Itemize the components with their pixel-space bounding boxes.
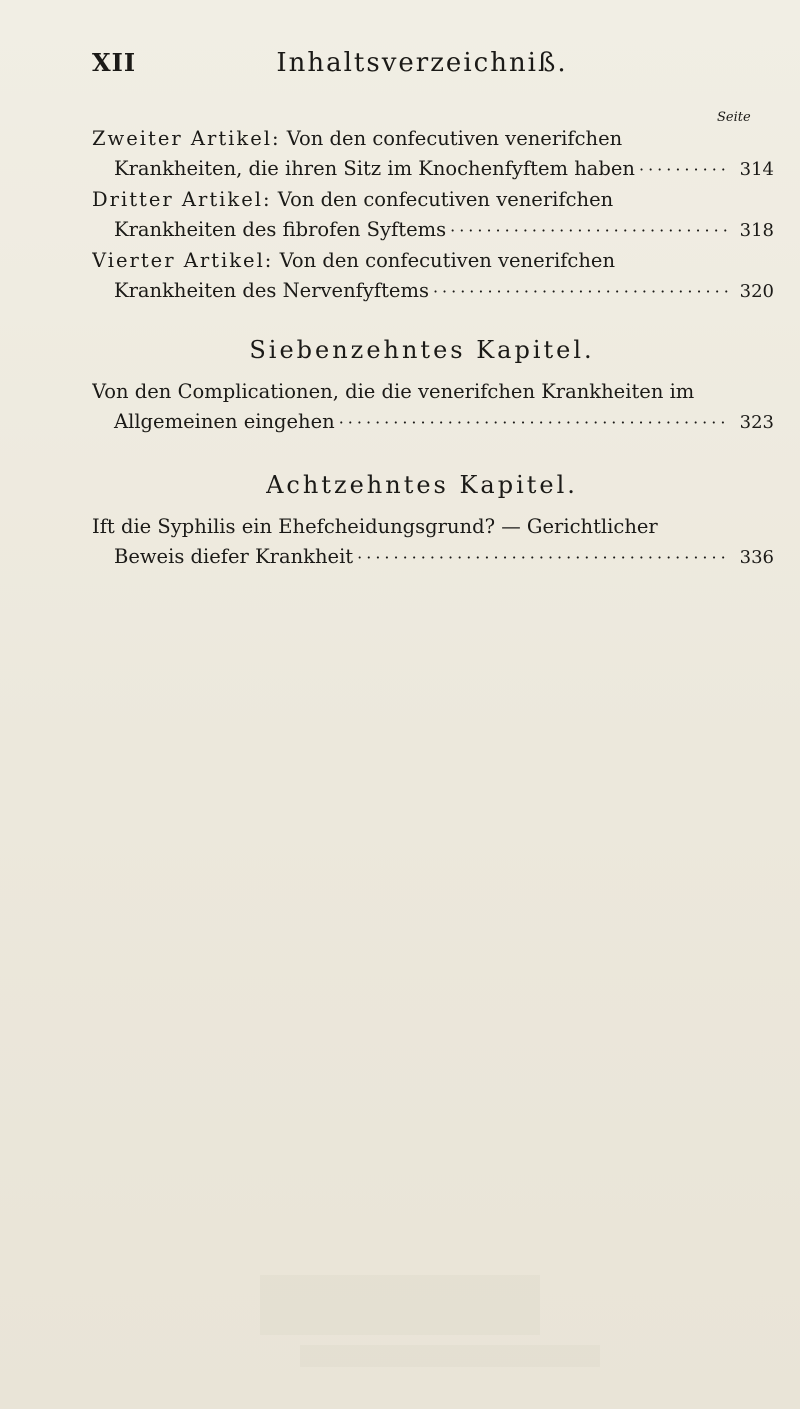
toc-entry-leader-line bbox=[92, 276, 774, 307]
entry-text: Von den confecutiven venerifchen bbox=[277, 188, 614, 211]
toc-entry-leader-line bbox=[92, 215, 774, 246]
seite-column-label: Seite bbox=[717, 110, 751, 125]
entry-text: Von den Complicationen, die die venerifchen Krankheiten im bbox=[92, 380, 695, 403]
entry-lead: Dritter Artikel: bbox=[92, 188, 272, 211]
dot-leader bbox=[339, 408, 728, 438]
toc-entry-zweiter-artikel bbox=[92, 124, 774, 185]
dot-leader bbox=[639, 155, 728, 185]
entry-text-continued: Krankheiten des Nervenfyftems bbox=[114, 279, 429, 302]
show-through-band bbox=[300, 1345, 600, 1367]
entry-text-continued: Krankheiten des fibrofen Syftems bbox=[114, 218, 447, 241]
entry-lead: Zweiter Artikel: bbox=[92, 127, 281, 150]
toc-entry-vierter-artikel bbox=[92, 246, 774, 307]
toc-content bbox=[92, 124, 774, 573]
toc-entry-chapter-18 bbox=[92, 512, 774, 573]
entry-text: Ift die Syphilis ein Ehefcheidungsgrund? — Gerichtlicher bbox=[92, 515, 658, 538]
entry-text: Von den confecutiven venerifchen bbox=[286, 127, 623, 150]
dot-leader bbox=[357, 543, 728, 573]
entry-text-continued: Beweis diefer Krankheit bbox=[114, 545, 354, 568]
running-title: Inhaltsverzeichniß. bbox=[276, 48, 568, 78]
page-ref: 323 bbox=[739, 412, 774, 433]
toc-entry-dritter-artikel bbox=[92, 185, 774, 246]
entry-text-continued: Allgemeinen eingehen bbox=[114, 410, 335, 433]
toc-entry-line bbox=[92, 185, 752, 215]
toc-entry-line bbox=[92, 124, 752, 154]
page-ref: 320 bbox=[739, 281, 774, 302]
page-number: XII bbox=[92, 48, 137, 77]
toc-entry-leader-line bbox=[92, 407, 774, 438]
page-ref: 318 bbox=[739, 220, 774, 241]
entry-text: Von den confecutiven venerifchen bbox=[279, 249, 616, 272]
toc-entry-line bbox=[92, 246, 752, 276]
page-ref: 336 bbox=[739, 547, 774, 568]
toc-entry-line bbox=[92, 512, 752, 542]
entry-lead: Vierter Artikel: bbox=[92, 249, 274, 272]
toc-entry-chapter-17 bbox=[92, 377, 774, 438]
chapter-heading-17: Siebenzehntes Kapitel. bbox=[249, 336, 595, 364]
show-through-band bbox=[260, 1275, 540, 1335]
dot-leader bbox=[450, 216, 728, 246]
entry-text-continued: Krankheiten, die ihren Sitz im Knochenfyftem haben bbox=[114, 157, 635, 180]
toc-entry-leader-line bbox=[92, 154, 774, 185]
page-ref: 314 bbox=[739, 159, 774, 180]
toc-entry-leader-line bbox=[92, 542, 774, 573]
chapter-heading-18: Achtzehntes Kapitel. bbox=[266, 471, 578, 499]
toc-entry-line bbox=[92, 377, 752, 407]
page-header bbox=[92, 48, 752, 88]
dot-leader bbox=[433, 277, 728, 307]
